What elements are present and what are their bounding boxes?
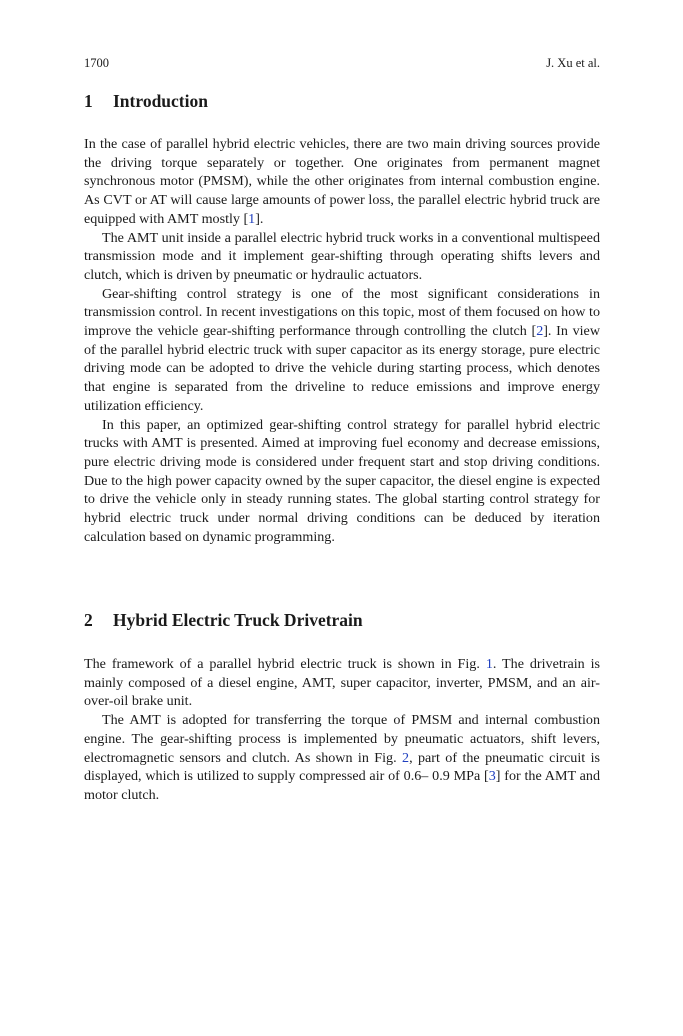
section-title: Hybrid Electric Truck Drivetrain — [113, 610, 363, 630]
section-body-drivetrain — [84, 655, 600, 805]
section-body-introduction — [84, 135, 600, 546]
paragraph-text: ]. — [255, 210, 264, 227]
paragraph-text: Gear-shifting control strategy is one of the most significant considerations in transmission control. In recent investigations on this topic, most of them focused on how to improve the vehicle gear-shifting performance through controlling the clutch [ — [84, 285, 600, 340]
paragraph: The AMT unit inside a parallel electric hybrid truck works in a conventional multispeed transmission mode and it implement gear-shifting through operating shifts levers and clutch, which is driven by pneumatic or hydraulic actuators. — [84, 229, 600, 283]
paragraph-text: The framework of a parallel hybrid electric truck is shown in Fig. — [84, 656, 486, 672]
paragraph — [84, 135, 600, 229]
paragraph-text: ] for the AMT and motor clutch. — [84, 768, 601, 803]
figure-link[interactable]: 2 — [402, 749, 410, 766]
running-head — [84, 55, 600, 71]
section-number: 2 — [84, 610, 93, 630]
citation-link[interactable]: 3 — [488, 768, 496, 785]
paragraph-text: . The drivetrain is mainly composed of a diesel engine, AMT, super capacitor, inverter, PMSM, and an air-over-oil brake unit. — [84, 656, 601, 710]
running-head-authors: J. Xu et al. — [546, 56, 600, 70]
section-heading-introduction — [84, 90, 208, 112]
paragraph — [84, 285, 600, 416]
paragraph — [84, 655, 600, 711]
section-title: Introduction — [113, 91, 208, 111]
citation-link[interactable]: 2 — [536, 323, 544, 340]
paragraph-text: The AMT is adopted for transferring the torque of PMSM and internal combustion engine. The gear-shifting process is implemented by pneumatic actuators, shift levers, electromagnetic sensors and clutch. As shown in Fig. — [84, 712, 600, 766]
paragraph: In this paper, an optimized gear-shifting control strategy for parallel hybrid electric trucks with AMT is presented. Aimed at improving fuel economy and decrease emissions, pure electric driving mode is considered under frequent start and stop driving conditions. Due to the high power capacity owned by the super capacitor, the diesel engine is expected to drive the vehicle only in steady running states. The global starting control strategy for hybrid electric truck under normal driving conditions can be deduced by iteration calculation based on dynamic programming. — [84, 416, 600, 545]
paragraph — [84, 711, 600, 805]
section-number: 1 — [84, 91, 93, 111]
figure-link[interactable]: 1 — [485, 656, 493, 672]
citation-link[interactable]: 1 — [248, 210, 256, 227]
paragraph-text: ]. In view of the parallel hybrid electric truck with super capacitor as its energy storage, pure electric driving mode can be adopted to drive the vehicle during starting process, which denotes that engine is separated from the driveline to reduce emissions and improve energy utilization efficiency. — [84, 323, 600, 414]
paragraph-text: In the case of parallel hybrid electric vehicles, there are two main driving sources provide the driving torque separately or together. One originates from permanent magnet synchronous motor (PMSM), while the other originates from internal combustion engine. As CVT or AT will cause large amounts of power loss, the parallel electric hybrid truck are equipped with AMT mostly [ — [84, 136, 600, 227]
paragraph-text: , part of the pneumatic circuit is displayed, which is utilized to supply compressed air of 0.6– 0.9 MPa [ — [84, 749, 600, 785]
page-number: 1700 — [84, 56, 109, 70]
section-heading-drivetrain — [84, 609, 363, 631]
